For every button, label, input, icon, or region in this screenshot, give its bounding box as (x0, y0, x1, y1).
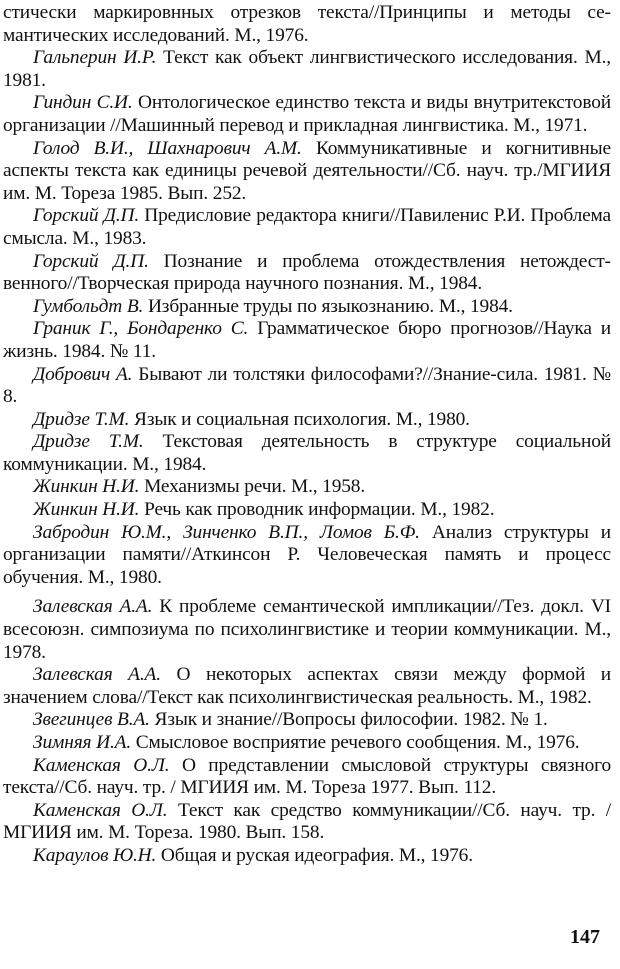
bibliography-entry (3, 92, 611, 137)
bibliography-list (3, 2, 611, 868)
entry-text: Общая и руская идеография. М., 1976. (160, 844, 473, 866)
entry-author: Гиндин С.И. (33, 92, 133, 114)
bibliography-entry (3, 476, 611, 499)
bibliography-entry (3, 364, 611, 409)
bibliography-entry (3, 409, 611, 432)
entry-author: Каменская О.Л. (33, 754, 170, 776)
entry-text: Текст как средство коммуникации//Сб. науч. тр. /МГИИЯ им. М. Тореза. 1980. Вып. 158. (3, 799, 611, 844)
entry-author: Зимняя И.А. (33, 732, 132, 753)
entry-author: Караулов Ю.Н. (33, 844, 157, 866)
bibliography-entry (3, 755, 611, 800)
entry-text: Речь как проводник информации. М., 1982. (144, 499, 495, 521)
entry-text: Текст как объект лингвистического исследования. М., 1981. (3, 47, 611, 91)
entry-author: Жинкин Н.И. (33, 499, 140, 521)
entry-text: Смысловое восприятие речевого сообщения. М., 1976. (135, 732, 580, 753)
bibliography-entry (3, 47, 611, 92)
bibliography-entry (3, 138, 611, 206)
bibliography-entry (3, 499, 611, 522)
bibliography-entry (3, 522, 611, 590)
entry-text: Бывают ли толстяки философами?//Знание-сила. 1981. № 8. (3, 363, 611, 408)
entry-text: Язык и социальная психология. М., 1980. (134, 408, 470, 430)
entry-text: Анализ структуры и организации памяти//Аткинсон Р. Человеческая память и процесс обучения. М., 1980. (3, 521, 612, 588)
entry-author: Каменская О.Л. (33, 799, 168, 821)
entry-author: Жинкин Н.И. (33, 476, 140, 498)
entry-text: О некоторых аспектах связи между формой и значением слова//Текст как психолингвистическая реальность. М., 1982. (3, 664, 611, 708)
entry-author: Граник Г., Бондаренко С. (33, 318, 249, 340)
bibliography-entry (3, 709, 611, 732)
entry-author: Звегинцев В.А. (33, 709, 150, 731)
entry-author: Залевская А.А. (33, 596, 153, 618)
entry-author: Голод В.И., Шахнарович А.М. (33, 137, 302, 159)
entry-text: Познание и проблема отождествления нетождественного//Творческая природа научного познания. М., 1984. (3, 250, 611, 295)
bibliography-entry (3, 732, 611, 755)
entry-author: Забродин Ю.М., Зинченко В.П., Ломов Б.Ф. (33, 521, 420, 543)
entry-author: Гальперин И.Р. (33, 47, 157, 69)
bibliography-entry (3, 205, 611, 250)
entry-author: Дридзе Т.М. (33, 408, 130, 430)
bibliography-entry (3, 800, 611, 845)
entry-text: О представлении смысловой структуры связного текста//Сб. науч. тр. / МГИИЯ им. М. Тореза 1977. Вып. 112. (3, 754, 611, 799)
entry-text: Грамматическое бюро прогнозов//Наука и жизнь. 1984. № 11. (3, 318, 612, 362)
bibliography-entry (3, 318, 611, 363)
bibliography-entry (3, 431, 611, 476)
entry-text: Избранные труды по языкознанию. М., 1984. (147, 295, 513, 317)
entry-author: Горский Д.П. (33, 205, 140, 227)
page-number: 147 (570, 926, 600, 948)
bibliography-entry (3, 251, 611, 296)
bibliography-entry (3, 296, 611, 319)
entry-text: Онтологическое единство текста и виды внутритекстовой организации //Машинный перевод и прикладная лингвистика. М., 1971. (3, 92, 611, 136)
entry-text: К проблеме семантической импликации//Тез. докл. VI всесоюзн. симпозиума по психолингвистике и теории коммуникации. М., 1978. (3, 596, 611, 663)
entry-text: стически маркировнных отрезков текста//Принципы и методы семантических исследований. М., 1976. (3, 2, 611, 46)
bibliography-entry (3, 596, 611, 664)
bibliography-entry (3, 845, 611, 868)
entry-text: Предисловие редактора книги//Павиленис Р.И. Проблема смысла. М., 1983. (3, 205, 612, 249)
entry-author: Гумбольдт В. (33, 295, 144, 317)
entry-author: Добрович А. (33, 363, 133, 385)
bibliography-entry (3, 664, 611, 709)
entry-text: Текстовая деятельность в структуре социальной коммуникации. М., 1984. (3, 431, 611, 475)
bibliography-entry (3, 2, 611, 47)
entry-text: Язык и знание//Вопросы философии. 1982. № 1. (154, 709, 548, 731)
entry-author: Горский Д.П. (33, 250, 149, 272)
entry-text: Коммуникативные и когнитивные аспекты текста как единицы речевой деятельности//Сб. науч. тр./МГИИЯ им. М. Тореза 1985. Вып. 252. (3, 137, 611, 204)
entry-text: Механизмы речи. М., 1958. (144, 476, 366, 498)
entry-author: Залевская А.А. (33, 664, 161, 686)
entry-author: Дридзе Т.М. (33, 431, 144, 453)
